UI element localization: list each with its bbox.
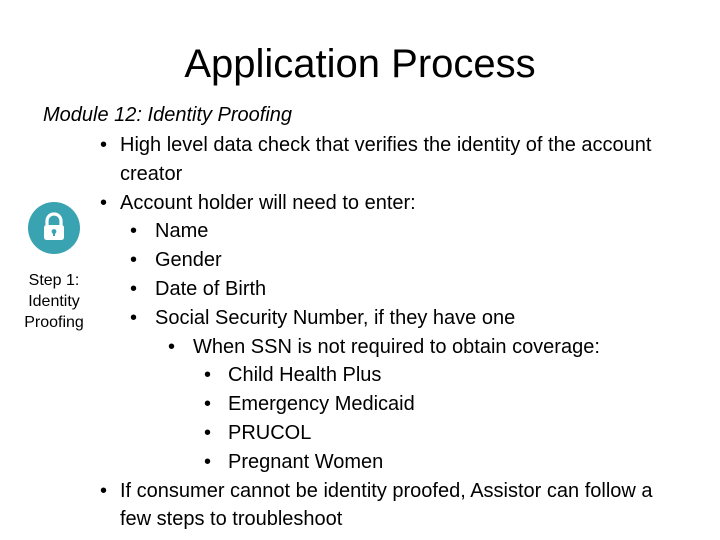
bullet-text: creator	[120, 162, 183, 185]
bullet-text: PRUCOL	[228, 421, 312, 444]
bullet-item	[0, 390, 720, 419]
bullet-glyph: •	[100, 134, 108, 156]
bullet-text: High level data check that verifies the identity of the account	[120, 134, 652, 156]
bullet-glyph: •	[204, 450, 212, 473]
bullet-glyph: •	[130, 220, 138, 243]
bullet-item	[0, 217, 720, 246]
bullet-glyph: •	[100, 479, 108, 502]
bullet-glyph: •	[204, 421, 212, 444]
bullet-text: Gender	[155, 249, 222, 272]
bullet-glyph: •	[100, 191, 108, 214]
bullet-glyph: •	[168, 335, 176, 358]
step-label: Step 1: Identity Proofing	[24, 272, 84, 331]
bullet-glyph: •	[130, 306, 138, 329]
bullet-item	[0, 333, 720, 362]
bullet-glyph: •	[130, 277, 138, 300]
bullet-item	[0, 304, 720, 333]
bullet-text: Child Health Plus	[228, 364, 382, 387]
bullet-text: Social Security Number, if they have one	[155, 306, 516, 329]
bullet-continuation	[0, 160, 720, 189]
bullet-text: Date of Birth	[155, 277, 267, 300]
module-subtitle: Module 12: Identity Proofing	[43, 104, 293, 126]
bullet-text: If consumer cannot be identity proofed, Assistor can follow a	[120, 479, 653, 502]
bullet-item	[0, 246, 720, 275]
bullet-item	[0, 448, 720, 477]
bullet-glyph: •	[130, 249, 138, 272]
bullet-item	[0, 275, 720, 304]
bullet-glyph: •	[204, 364, 212, 387]
bullet-text: Pregnant Women	[228, 450, 384, 473]
bullet-list	[0, 131, 720, 534]
bullet-item	[0, 477, 720, 506]
bullet-item	[0, 131, 720, 160]
bullet-text: Account holder will need to enter:	[120, 191, 416, 214]
bullet-text: When SSN is not required to obtain coverage:	[193, 335, 600, 358]
bullet-item	[0, 419, 720, 448]
bullet-item	[0, 361, 720, 390]
bullet-continuation	[0, 505, 720, 534]
slide-title: Application Process	[184, 42, 536, 86]
bullet-text: few steps to troubleshoot	[120, 508, 343, 531]
bullet-text: Emergency Medicaid	[228, 393, 415, 416]
bullet-text: Name	[155, 220, 209, 243]
bullet-glyph: •	[204, 393, 212, 416]
bullet-item	[0, 189, 720, 218]
